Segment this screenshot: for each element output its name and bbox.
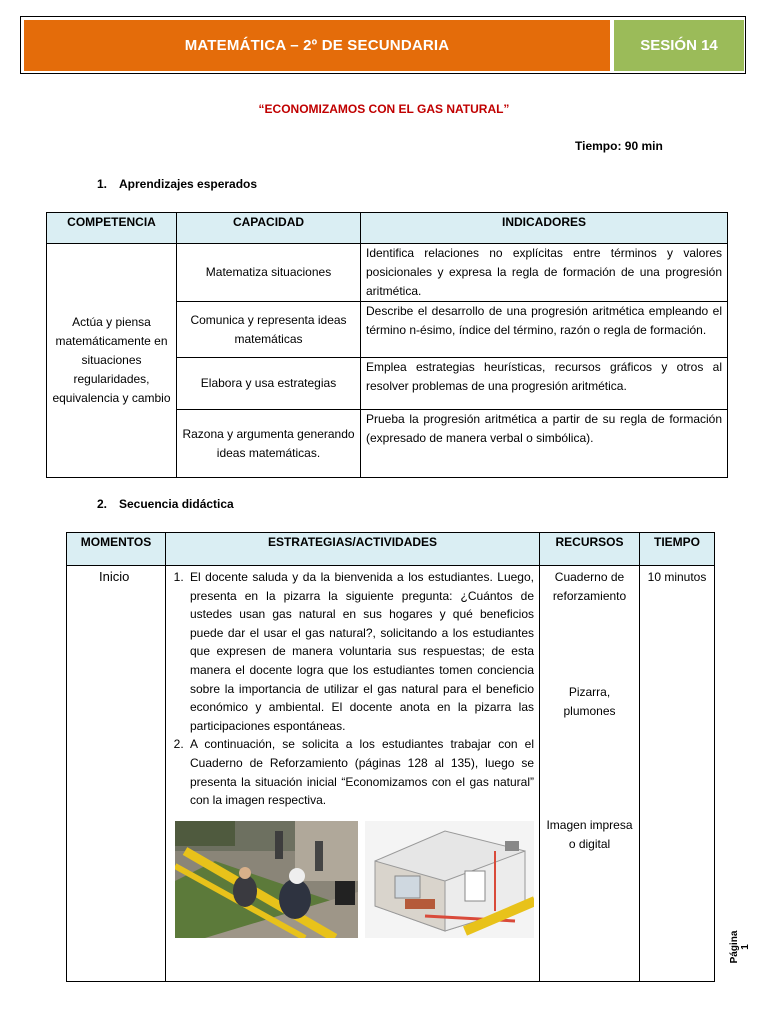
column-header: TIEMPO xyxy=(640,533,715,566)
column-header: CAPACIDAD xyxy=(177,213,361,244)
column-header: MOMENTOS xyxy=(67,533,166,566)
resource-item: Imagen impresa o digital xyxy=(546,818,633,851)
indicador-cell: Prueba la progresión aritmética a partir de su regla de formación (expresado de manera verbal o simbólica). xyxy=(361,410,728,478)
session-title: “ECONOMIZAMOS CON EL GAS NATURAL” xyxy=(258,102,510,116)
learning-table xyxy=(46,212,728,478)
momento-cell: Inicio xyxy=(67,566,166,982)
capacidad-cell: Matematiza situaciones xyxy=(177,244,361,302)
gas-installation-diagram xyxy=(365,821,534,938)
pipeline-workers-photo xyxy=(175,821,358,938)
indicador-cell: Identifica relaciones no explícitas entre términos y valores posicionales y expresa la regla de formación de una progresión aritmética. xyxy=(361,244,728,302)
situation-images xyxy=(175,821,534,938)
sequence-table xyxy=(66,532,715,982)
indicador-cell: Describe el desarrollo de una progresión aritmética empleando el término n-ésimo, índice del término, razón o regla de formación. xyxy=(361,302,728,358)
column-header: ESTRATEGIAS/ACTIVIDADES xyxy=(166,533,540,566)
competencia-cell: Actúa y piensa matemáticamente en situaciones regularidades, equivalencia y cambio xyxy=(47,244,177,478)
subject-banner: MATEMÁTICA – 2º DE SECUNDARIA xyxy=(24,20,610,71)
section-label: Aprendizajes esperados xyxy=(119,177,258,191)
section-heading-1 xyxy=(97,177,257,191)
time-value: 10 minutos xyxy=(647,570,707,584)
capacidad-cell: Elabora y usa estrategias xyxy=(177,358,361,410)
resources-cell xyxy=(540,566,640,982)
page-number: Página 1 xyxy=(729,930,751,964)
resource-item: Cuaderno de reforzamiento xyxy=(552,570,627,603)
time-label: Tiempo: 90 min xyxy=(575,139,663,153)
list-item: 1. El docente saluda y da la bienvenida a los estudiantes. Luego, presenta en la pizarra la siguiente pregunta: ¿Cuántos de ustedes usan gas natural en sus hogares y qué beneficios puede dar el usar el gas natural?, solicitando a los estudiantes que expresen de manera voluntaria sus respuestas; de esta manera el docente logra que los estudiantes tomen conciencia sobre la importancia de utilizar el gas natural para el beneficio económico y ambiental. El docente anota en la pizarra las participaciones espontáneas. xyxy=(187,568,534,735)
table-row xyxy=(47,244,728,302)
section-heading-2 xyxy=(97,497,234,511)
column-header: RECURSOS xyxy=(540,533,640,566)
indicador-cell: Emplea estrategias heurísticas, recursos gráficos y otros al resolver problemas de una progresión aritmética. xyxy=(361,358,728,410)
list-item: 2. A continuación, se solicita a los estudiantes trabajar con el Cuaderno de Reforzamiento (páginas 128 al 135), luego se presenta la situación inicial “Economizamos con el gas natural” con la imagen respectiva. xyxy=(187,735,534,809)
section-number: 2. xyxy=(97,497,108,511)
time-cell xyxy=(640,566,715,982)
section-number: 1. xyxy=(97,177,108,191)
column-header: COMPETENCIA xyxy=(47,213,177,244)
activities-cell xyxy=(166,566,540,982)
table-row xyxy=(67,566,715,982)
activities-list xyxy=(171,568,534,810)
column-header: INDICADORES xyxy=(361,213,728,244)
session-badge: SESIÓN 14 xyxy=(614,20,744,71)
table-header-row xyxy=(67,533,715,566)
capacidad-cell: Comunica y representa ideas matemáticas xyxy=(177,302,361,358)
resource-item: Pizarra, plumones xyxy=(563,685,616,718)
section-label: Secuencia didáctica xyxy=(119,497,234,511)
table-header-row xyxy=(47,213,728,244)
capacidad-cell: Razona y argumenta generando ideas matemáticas. xyxy=(177,410,361,478)
